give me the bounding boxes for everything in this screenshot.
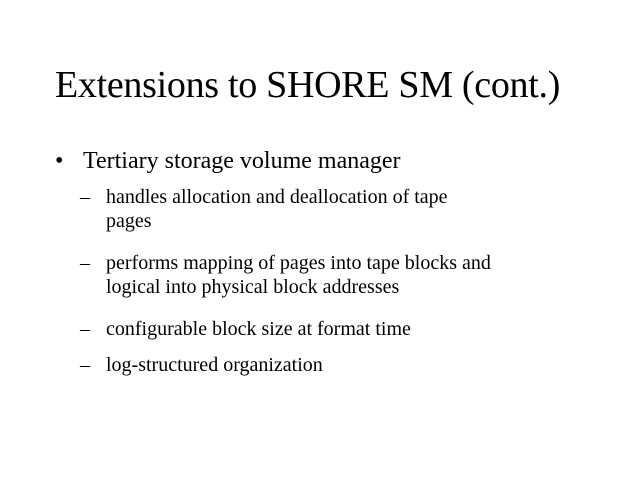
subitem-log-structured bbox=[80, 353, 600, 377]
slide-title: Extensions to SHORE SM (cont.) bbox=[55, 64, 561, 106]
subitem-text-line2: pages bbox=[106, 210, 152, 232]
subitem-marker: – bbox=[80, 252, 90, 274]
bullet-text: Tertiary storage volume manager bbox=[83, 148, 401, 174]
subitem-mapping bbox=[80, 251, 600, 299]
subitem-text-line1: performs mapping of pages into tape blocks and bbox=[106, 252, 491, 274]
subitem-text-line1: configurable block size at format time bbox=[106, 318, 411, 340]
subitem-marker: – bbox=[80, 318, 90, 340]
subitem-block-size bbox=[80, 317, 600, 341]
subitem-marker: – bbox=[80, 186, 90, 208]
subitem-allocation bbox=[80, 185, 600, 233]
subitem-text-line2: logical into physical block addresses bbox=[106, 276, 400, 298]
subitem-text-line1: log-structured organization bbox=[106, 354, 323, 376]
bullet-item bbox=[55, 147, 615, 175]
bullet-marker: • bbox=[55, 148, 64, 174]
subitem-text-line1: handles allocation and deallocation of tape bbox=[106, 186, 448, 208]
subitem-marker: – bbox=[80, 354, 90, 376]
